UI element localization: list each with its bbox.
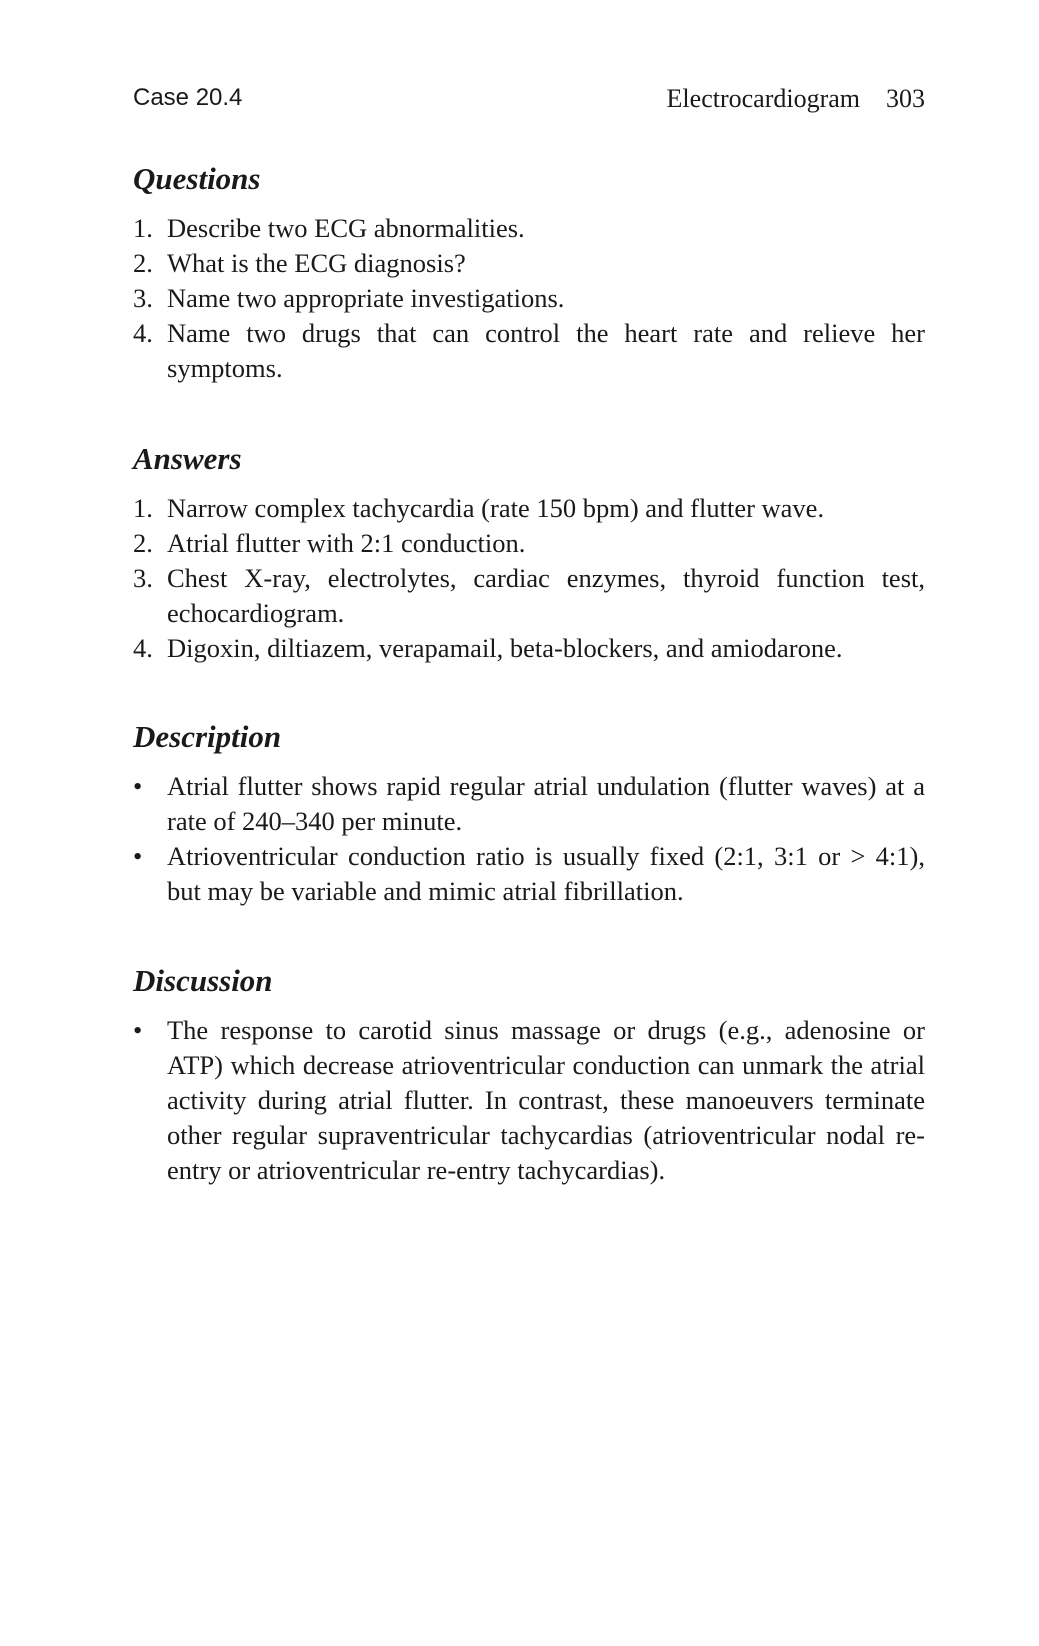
list-item: [133, 631, 925, 666]
page-number: 303: [886, 84, 925, 113]
bullet-icon: •: [133, 841, 143, 872]
list-item: [133, 526, 925, 561]
list-item: [133, 769, 925, 839]
item-number: 3.: [133, 563, 153, 594]
discussion-list: [133, 1013, 925, 1188]
item-text: Atrioventricular conduction ratio is usually fixed (2:1, 3:1 or > 4:1), but may be variable and mimic atrial fibrillation.: [167, 841, 925, 907]
item-text: Narrow complex tachycardia (rate 150 bpm) and flutter wave.: [167, 493, 825, 524]
item-number: 2.: [133, 528, 153, 559]
item-text: Atrial flutter with 2:1 conduction.: [167, 528, 526, 559]
item-text: Name two appropriate investigations.: [167, 283, 565, 314]
case-label: Case 20.4: [133, 84, 243, 111]
item-number: 4.: [133, 633, 153, 664]
item-number: 1.: [133, 493, 153, 524]
list-item: [133, 246, 925, 281]
item-text: Describe two ECG abnormalities.: [167, 213, 525, 244]
bullet-icon: •: [133, 771, 143, 802]
item-text: Atrial flutter shows rapid regular atrial undulation (flutter waves) at a rate of 240–340 per minute.: [167, 771, 925, 837]
answers-heading: Answers: [133, 441, 242, 476]
item-number: 3.: [133, 283, 153, 314]
answers-section: [133, 440, 925, 666]
item-text: Name two drugs that can control the heart rate and relieve her symptoms.: [167, 318, 925, 384]
item-number: 2.: [133, 248, 153, 279]
list-item: [133, 839, 925, 909]
list-item: [133, 491, 925, 526]
discussion-heading: Discussion: [133, 963, 273, 998]
questions-heading: Questions: [133, 161, 261, 196]
item-number: 4.: [133, 318, 153, 349]
list-item: [133, 316, 925, 386]
answers-list: [133, 491, 925, 666]
list-item: [133, 561, 925, 631]
questions-list: [133, 211, 925, 386]
bullet-icon: •: [133, 1015, 143, 1046]
list-item: [133, 211, 925, 246]
item-number: 1.: [133, 213, 153, 244]
item-text: Digoxin, diltiazem, verapamail, beta-blockers, and amiodarone.: [167, 633, 843, 664]
list-item: [133, 1013, 925, 1188]
chapter-title: Electrocardiogram: [666, 84, 860, 113]
item-text: Chest X-ray, electrolytes, cardiac enzymes, thyroid function test, echocardiogram.: [167, 563, 925, 629]
description-section: [133, 718, 925, 909]
running-head: [133, 84, 925, 118]
chapter-page-label: [667, 84, 925, 114]
questions-section: [133, 160, 925, 386]
description-list: [133, 769, 925, 909]
item-text: The response to carotid sinus massage or drugs (e.g., adenosine or ATP) which decrease atrioventricular conduction can unmark the atrial activity during atrial flutter. In contrast, these manoeuvers terminate other regular supraventricular tachycardias (atrioventricular nodal re-entry or atrioventricular re-entry tachycardias).: [167, 1015, 925, 1186]
discussion-section: [133, 962, 925, 1188]
list-item: [133, 281, 925, 316]
description-heading: Description: [133, 719, 282, 754]
item-text: What is the ECG diagnosis?: [167, 248, 466, 279]
